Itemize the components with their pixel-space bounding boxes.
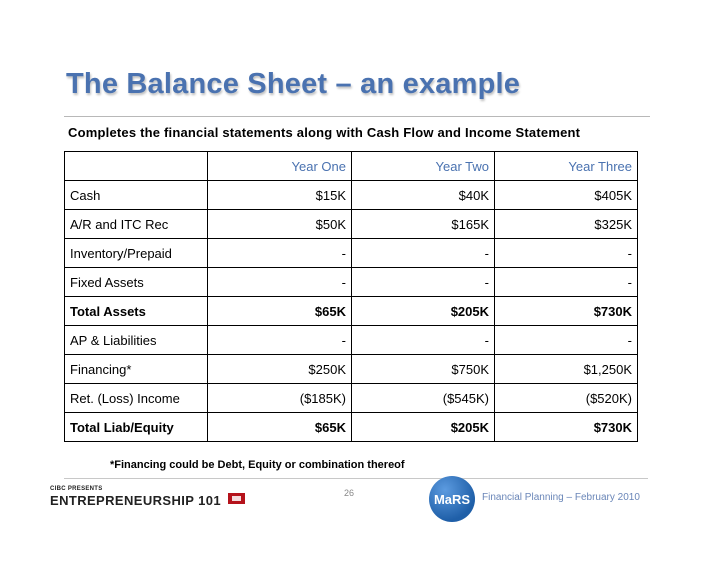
cell-value: $165K bbox=[352, 210, 495, 239]
cibc-logo-icon bbox=[228, 493, 245, 504]
title-divider bbox=[64, 116, 650, 117]
footer-divider bbox=[64, 478, 648, 479]
balance-sheet-table bbox=[64, 151, 638, 442]
cell-value: - bbox=[352, 326, 495, 355]
cell-value: ($545K) bbox=[352, 384, 495, 413]
cell-value: $65K bbox=[208, 297, 352, 326]
cell-value: $40K bbox=[352, 181, 495, 210]
row-label: Total Liab/Equity bbox=[65, 413, 208, 442]
cell-value: - bbox=[495, 239, 638, 268]
table-header-row bbox=[65, 152, 638, 181]
row-label: AP & Liabilities bbox=[65, 326, 208, 355]
row-label: Financing* bbox=[65, 355, 208, 384]
cell-value: $205K bbox=[352, 413, 495, 442]
cell-value: $205K bbox=[352, 297, 495, 326]
table-row bbox=[65, 355, 638, 384]
row-label: Total Assets bbox=[65, 297, 208, 326]
row-label: Ret. (Loss) Income bbox=[65, 384, 208, 413]
cell-value: $250K bbox=[208, 355, 352, 384]
cell-value: $65K bbox=[208, 413, 352, 442]
cell-value: $405K bbox=[495, 181, 638, 210]
cell-value: ($520K) bbox=[495, 384, 638, 413]
cell-value: - bbox=[352, 239, 495, 268]
entrepreneurship-logo bbox=[50, 486, 245, 508]
cell-value: $50K bbox=[208, 210, 352, 239]
cell-value: - bbox=[352, 268, 495, 297]
mars-logo-text: MaRS bbox=[433, 491, 471, 507]
cell-value: $730K bbox=[495, 413, 638, 442]
header-year-three: Year Three bbox=[495, 152, 638, 181]
presenter-big-text: ENTREPRENEURSHIP 101 bbox=[50, 493, 222, 508]
footer-caption: Financial Planning – February 2010 bbox=[482, 492, 640, 503]
table-row bbox=[65, 268, 638, 297]
cell-value: ($185K) bbox=[208, 384, 352, 413]
financing-footnote: *Financing could be Debt, Equity or combination thereof bbox=[110, 459, 405, 471]
cell-value: - bbox=[495, 326, 638, 355]
table-row bbox=[65, 326, 638, 355]
table-row-total-assets bbox=[65, 297, 638, 326]
cell-value: $750K bbox=[352, 355, 495, 384]
mars-logo-icon bbox=[429, 476, 475, 522]
cell-value: - bbox=[208, 326, 352, 355]
row-label: Fixed Assets bbox=[65, 268, 208, 297]
page-number: 26 bbox=[344, 488, 355, 498]
cell-value: $1,250K bbox=[495, 355, 638, 384]
table-row bbox=[65, 384, 638, 413]
cell-value: - bbox=[208, 268, 352, 297]
cell-value: $15K bbox=[208, 181, 352, 210]
header-year-two: Year Two bbox=[352, 152, 495, 181]
slide-title: The Balance Sheet – an example bbox=[66, 68, 521, 100]
table-row bbox=[65, 181, 638, 210]
header-cell-empty bbox=[65, 152, 208, 181]
row-label: Cash bbox=[65, 181, 208, 210]
slide-subtitle: Completes the financial statements along with Cash Flow and Income Statement bbox=[68, 125, 581, 140]
table-row bbox=[65, 239, 638, 268]
row-label: Inventory/Prepaid bbox=[65, 239, 208, 268]
row-label: A/R and ITC Rec bbox=[65, 210, 208, 239]
table-row-total-liab-equity bbox=[65, 413, 638, 442]
presenter-small-text: CIBC PRESENTS bbox=[50, 486, 103, 492]
cell-value: - bbox=[495, 268, 638, 297]
header-year-one: Year One bbox=[208, 152, 352, 181]
cell-value: $325K bbox=[495, 210, 638, 239]
cell-value: $730K bbox=[495, 297, 638, 326]
cell-value: - bbox=[208, 239, 352, 268]
table-row bbox=[65, 210, 638, 239]
